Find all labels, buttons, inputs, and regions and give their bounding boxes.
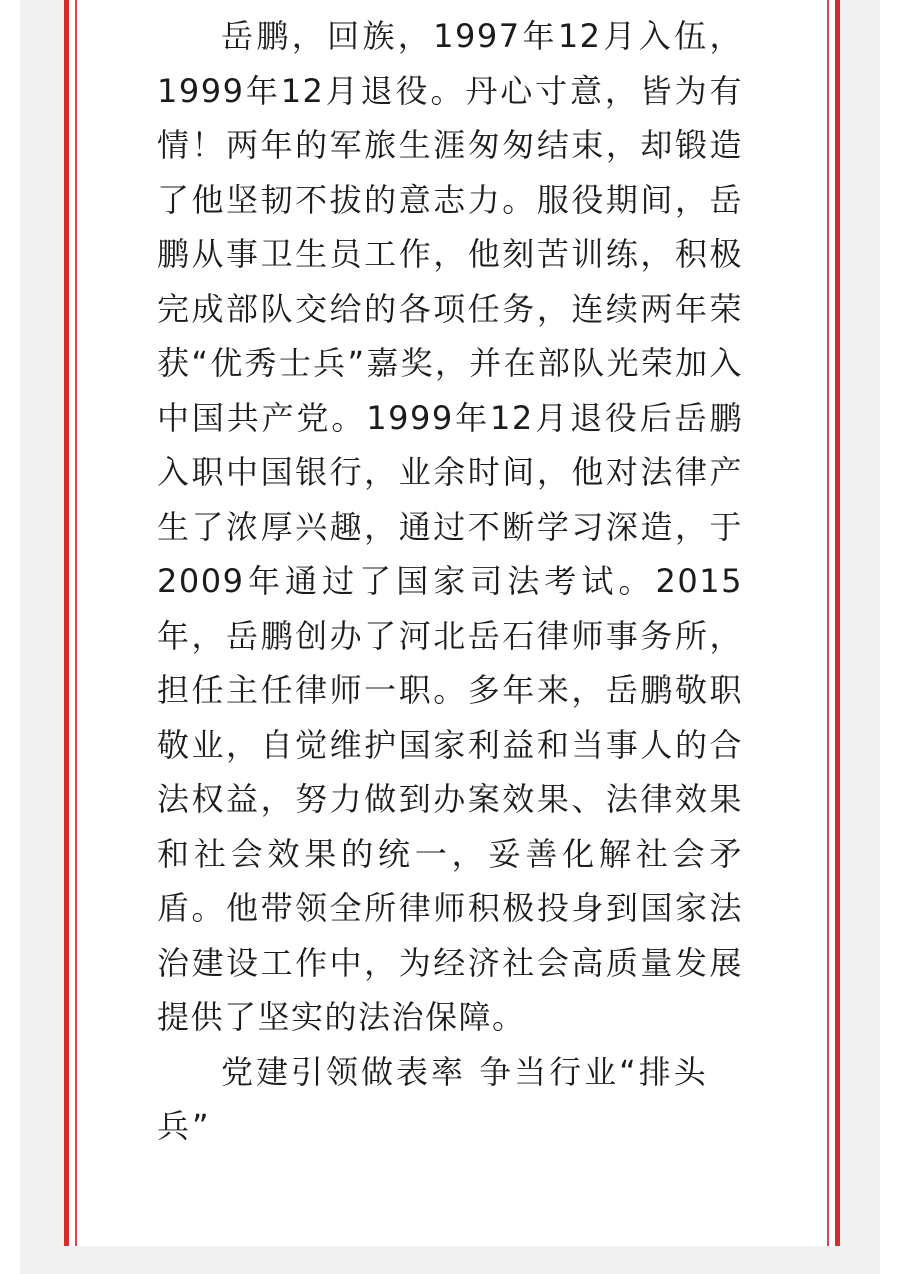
article-body <box>157 9 743 1154</box>
article-paragraph: 岳鹏，回族，1997年12月入伍，1999年12月退役。丹心寸意，皆为有情！两年的军旅生涯匆匆结束，却锻造了他坚韧不拔的意志力。服役期间，岳鹏从事卫生员工作，他刻苦训练，积极完成部队交给的各项任务，连续两年荣获“优秀士兵”嘉奖，并在部队光荣加入中国共产党。1999年12月退役后岳鹏入职中国银行，业余时间，他对法律产生了浓厚兴趣，通过不断学习深造，于2009年通过了国家司法考试。2015年，岳鹏创办了河北岳石律师事务所，担任主任律师一职。多年来，岳鹏敬职敬业，自觉维护国家利益和当事人的合法权益，努力做到办案效果、法律效果和社会效果的统一，妥善化解社会矛盾。他带领全所律师积极投身到国家法治建设工作中，为经济社会高质量发展提供了坚实的法治保障。 <box>157 17 743 1036</box>
section-heading: 党建引领做表率 争当行业“排头兵” <box>157 1052 709 1145</box>
